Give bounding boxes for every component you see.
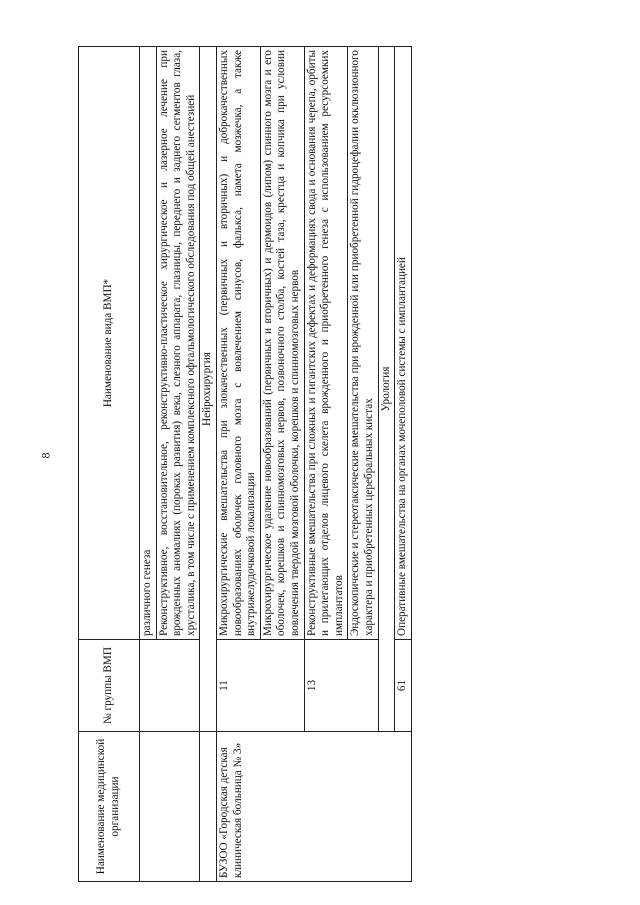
- section-row: [200, 47, 217, 882]
- page-number: 8: [38, 452, 53, 459]
- group-11: 11: [216, 640, 304, 732]
- table-row: [140, 47, 157, 882]
- header-name: Наименование вида ВМП*: [79, 47, 140, 640]
- table-row: [216, 47, 260, 882]
- carryover-text: различного генеза: [140, 47, 157, 640]
- row-11-text: Микрохирургические вмешательства при злокачественных (первичных и вторичных) и доброкачественных новообразованиях оболочек головного мозга с вовлечением синусов, фалькса, намета мозжечка, а также внутрижелудочковой локализации: [216, 47, 260, 640]
- table-header-row: [79, 47, 140, 882]
- header-org: Наименование медицинской организации: [79, 732, 140, 882]
- org-cell-section: [200, 732, 217, 882]
- group-61: 61: [395, 640, 412, 732]
- group-13: 13: [304, 640, 378, 732]
- vmp-table: [78, 46, 412, 882]
- ophthalmology-text: Реконструктивное, восстановительное, реконструктивно-пластическое хирургическое и лазерное лечение при врожденных аномалиях (пороках развития) века, слезного аппарата, глазницы, переднего и заднего сегментов глаза, хрусталика, в том числе с применением комплексного офтальмологического обследования под общей анестезией: [156, 47, 200, 640]
- row-61-text: Оперативные вмешательства на органах мочеполовой системы с имплантацией: [395, 47, 412, 640]
- section-urology: Урология: [378, 47, 395, 732]
- row-11b-text: Микрохирургическое удаление новообразований (первичных и вторичных) и дермоидов (липом) спинного мозга и его оболочек, корешков и спинномозговых нервов, позвоночного столба, костей таза, крестца и копчика при условии вовлечения твердой мозговой оболочки, корешков и спинномозговых нервов: [260, 47, 304, 640]
- row-13b-text: Эндоскопические и стереотаксические вмешательства при врожденной или приобретенной гидроцефалии окклюзионного характера и приобретенных церебральных кистах: [348, 47, 378, 640]
- header-group: № группы ВМП: [79, 640, 140, 732]
- rotated-page: [78, 47, 558, 882]
- org-name: БУЗОО «Городская детская клиническая больница № 3»: [216, 732, 411, 882]
- row-13-text: Реконструктивные вмешательства при сложных и гигантских дефектах и деформациях свода и основания черепа, орбиты и прилегающих отделов лицевого скелета врожденного и приобретенного генеза с использованием ресурсоемких имплантатов: [304, 47, 348, 640]
- section-neurosurgery: Нейрохирургия: [200, 47, 217, 732]
- org-cell-empty: [140, 732, 200, 882]
- group-cell-empty: [140, 640, 200, 732]
